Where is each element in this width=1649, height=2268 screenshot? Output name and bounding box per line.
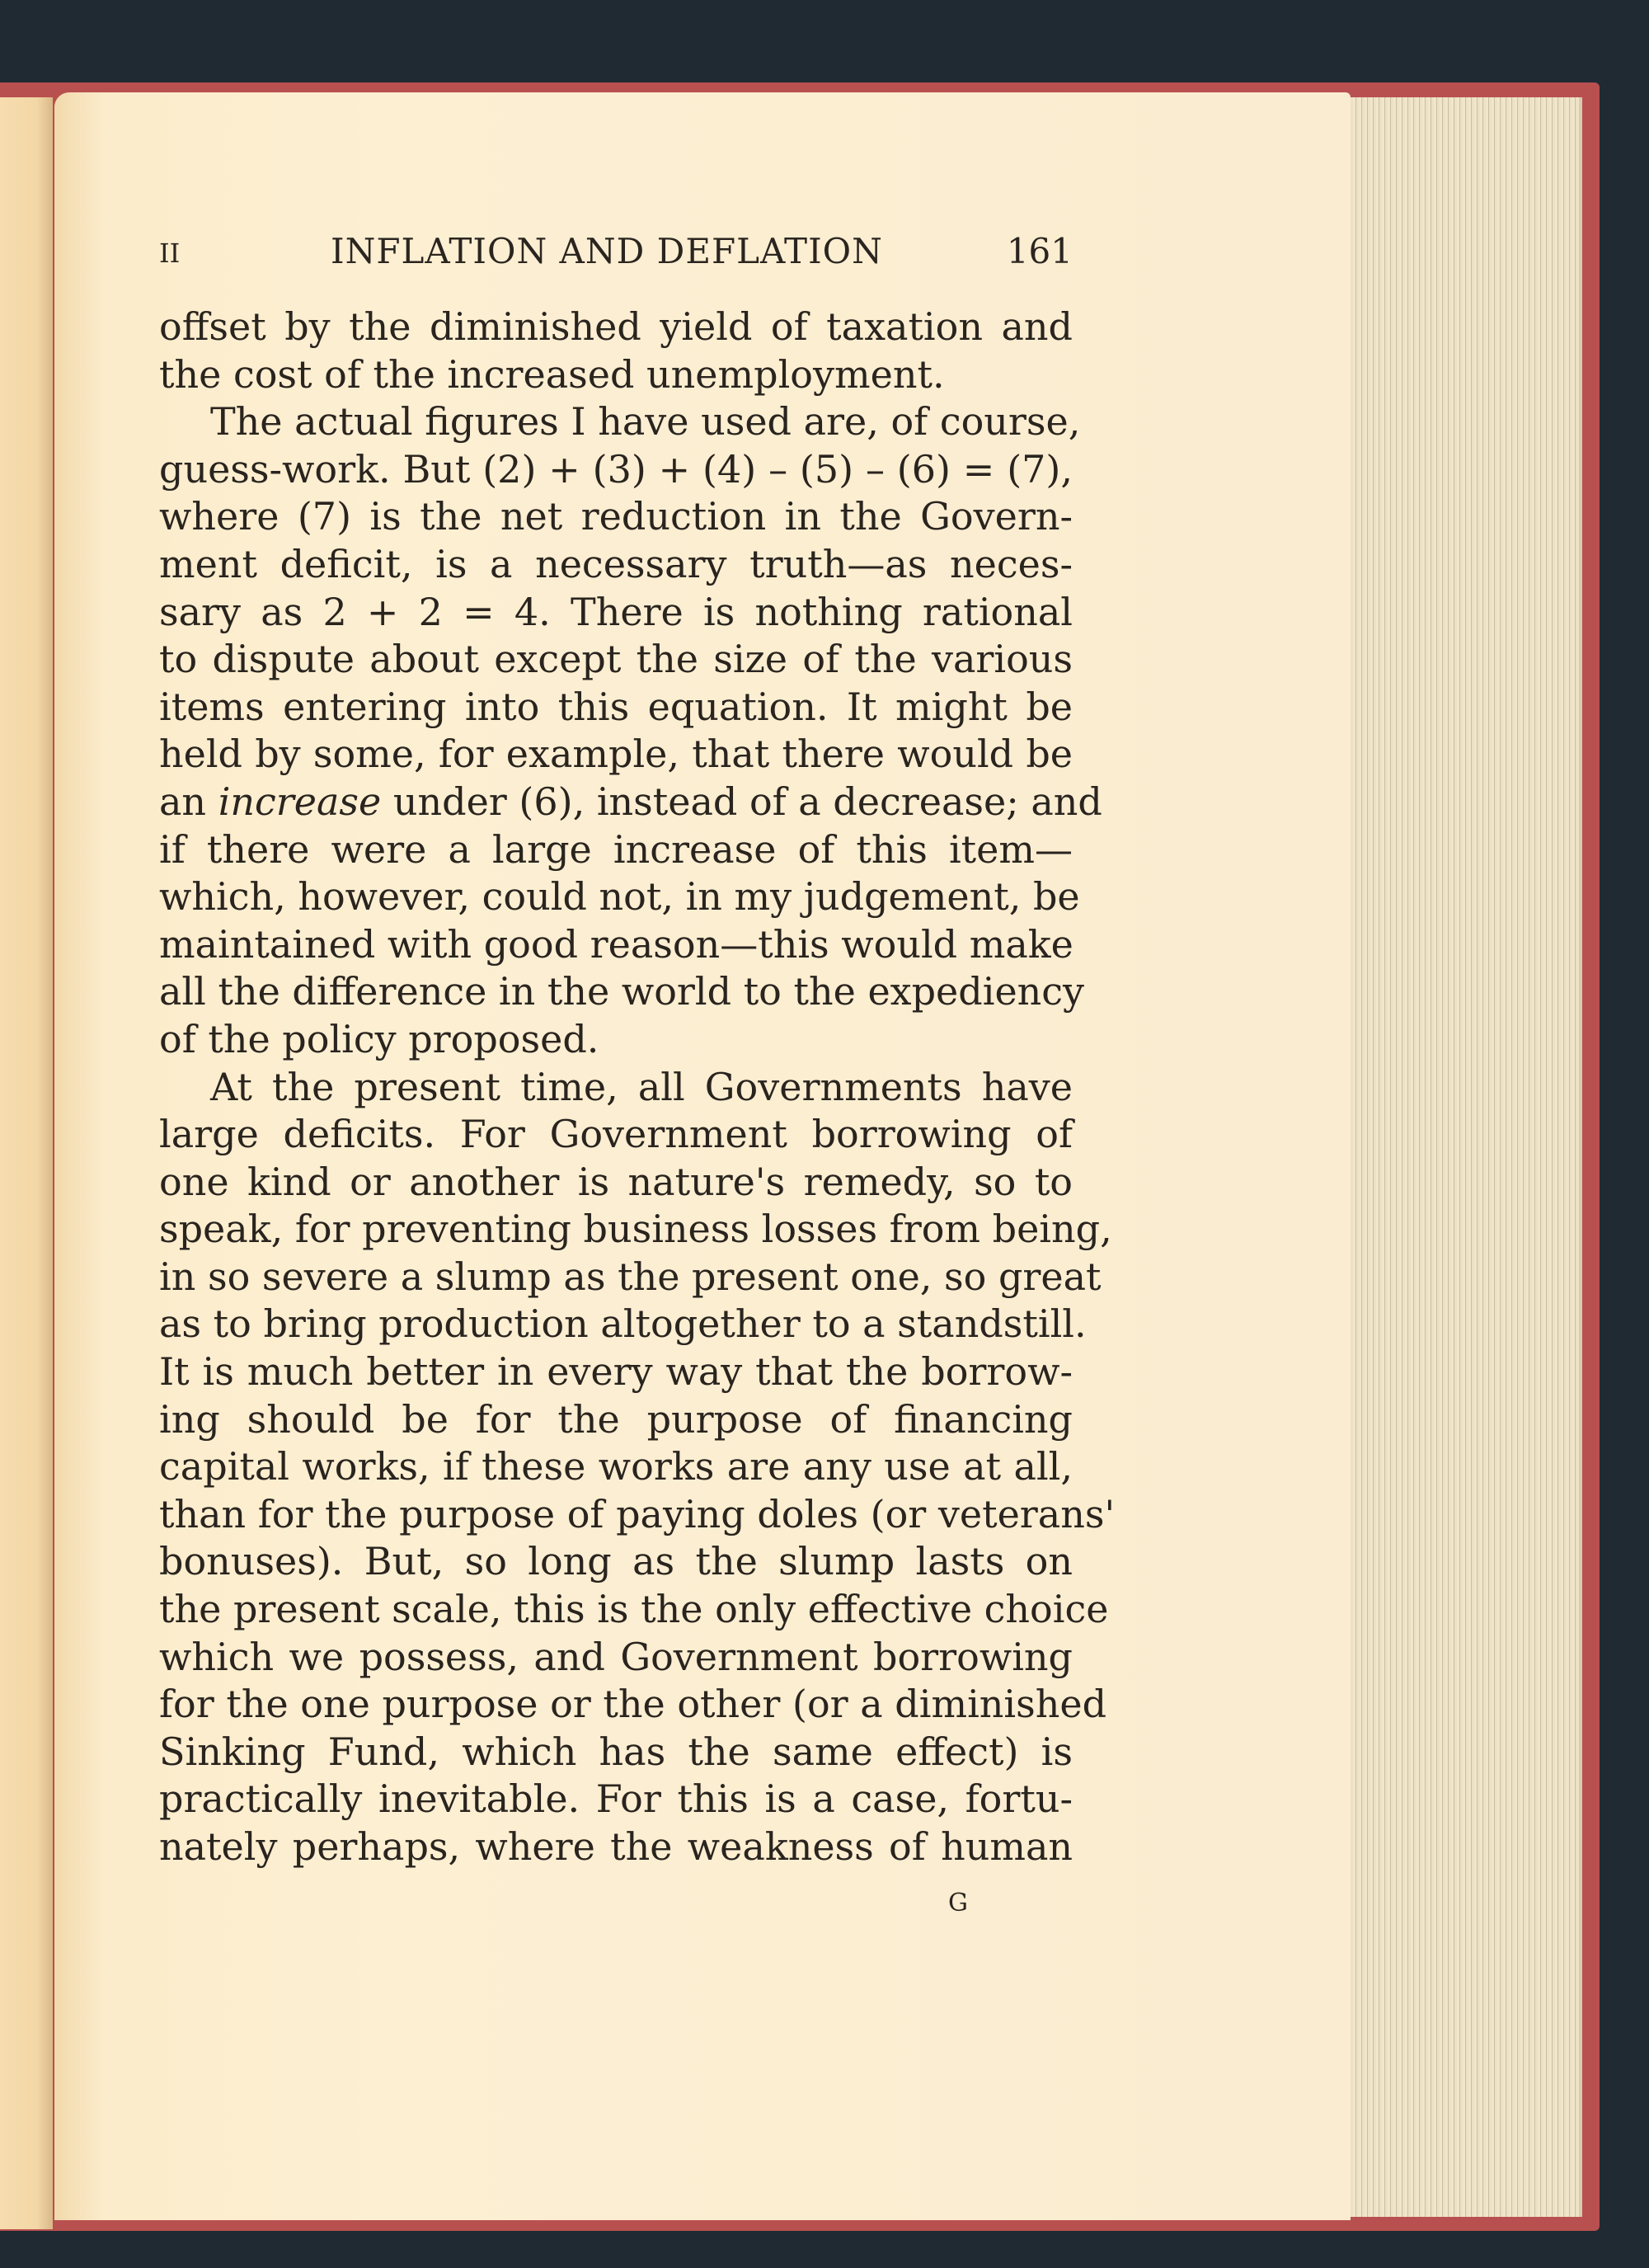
text-line: bonuses). But, so long as the slump lasts on (159, 1539, 1073, 1584)
text-line: held by some, for example, that there would be (159, 732, 1073, 777)
text-line: large deficits. For Government borrowing of (159, 1112, 1073, 1157)
text-line: The actual figures I have used are, of course, (210, 399, 1081, 445)
text-line: practically inevitable. For this is a case, fortu- (159, 1776, 1073, 1822)
page-number: 161 (1006, 231, 1073, 271)
text-line: of the policy proposed. (159, 1016, 599, 1061)
text-segment: under (6), instead of a decrease; and (381, 779, 1102, 824)
running-header (159, 231, 1073, 280)
text-line: speak, for preventing business losses from being, (159, 1207, 1112, 1252)
chapter-number: II (159, 238, 181, 269)
text-line: maintained with good reason—this would make (159, 921, 1073, 967)
text-line: than for the purpose of paying doles (or veterans' (159, 1491, 1116, 1536)
page-stack-edges (1336, 97, 1582, 2217)
body-text (159, 303, 1116, 1871)
text-line: At the present time, all Governments have (210, 1064, 1073, 1109)
text-line: one kind or another is nature's remedy, so to (159, 1159, 1073, 1204)
text-line: ing should be for the purpose of financing (159, 1396, 1073, 1442)
text-line: It is much better in every way that the borrow- (159, 1349, 1073, 1395)
text-line: in so severe a slump as the present one, so great (159, 1254, 1102, 1299)
text-line: as to bring production altogether to a standstill. (159, 1301, 1087, 1347)
text-line: offset by the diminished yield of taxation and (159, 304, 1073, 349)
text-line: to dispute about except the size of the various (159, 637, 1073, 682)
text-line: capital works, if these works are any use at all, (159, 1444, 1073, 1489)
text-line: all the difference in the world to the expediency (159, 969, 1085, 1014)
text-line: guess-work. But (2) + (3) + (4) – (5) – (6) = (7), (159, 446, 1073, 492)
text-line: sary as 2 + 2 = 4. There is nothing rational (159, 589, 1073, 634)
running-title: INFLATION AND DEFLATION (331, 231, 883, 271)
text-line: ment deficit, is a necessary truth—as neces- (159, 541, 1073, 586)
text-line: where (7) is the net reduction in the Govern- (159, 494, 1073, 539)
text-line: the cost of the increased unemployment. (159, 351, 945, 397)
italic-word: increase (218, 779, 382, 824)
text-line: which we possess, and Government borrowing (159, 1634, 1073, 1679)
text-line: nately perhaps, where the weakness of human (159, 1824, 1073, 1869)
text-line (159, 779, 1102, 826)
text-line: for the one purpose or the other (or a diminished (159, 1682, 1107, 1727)
left-page-edge (0, 97, 53, 2229)
text-line: Sinking Fund, which has the same effect) is (159, 1729, 1073, 1774)
text-line: the present scale, this is the only effective choice (159, 1587, 1109, 1632)
signature-mark: G (948, 1889, 968, 1917)
text-segment: an (159, 779, 218, 824)
text-line: if there were a large increase of this item— (159, 826, 1073, 872)
text-line: items entering into this equation. It might be (159, 684, 1073, 729)
text-line: which, however, could not, in my judgement, be (159, 874, 1080, 920)
